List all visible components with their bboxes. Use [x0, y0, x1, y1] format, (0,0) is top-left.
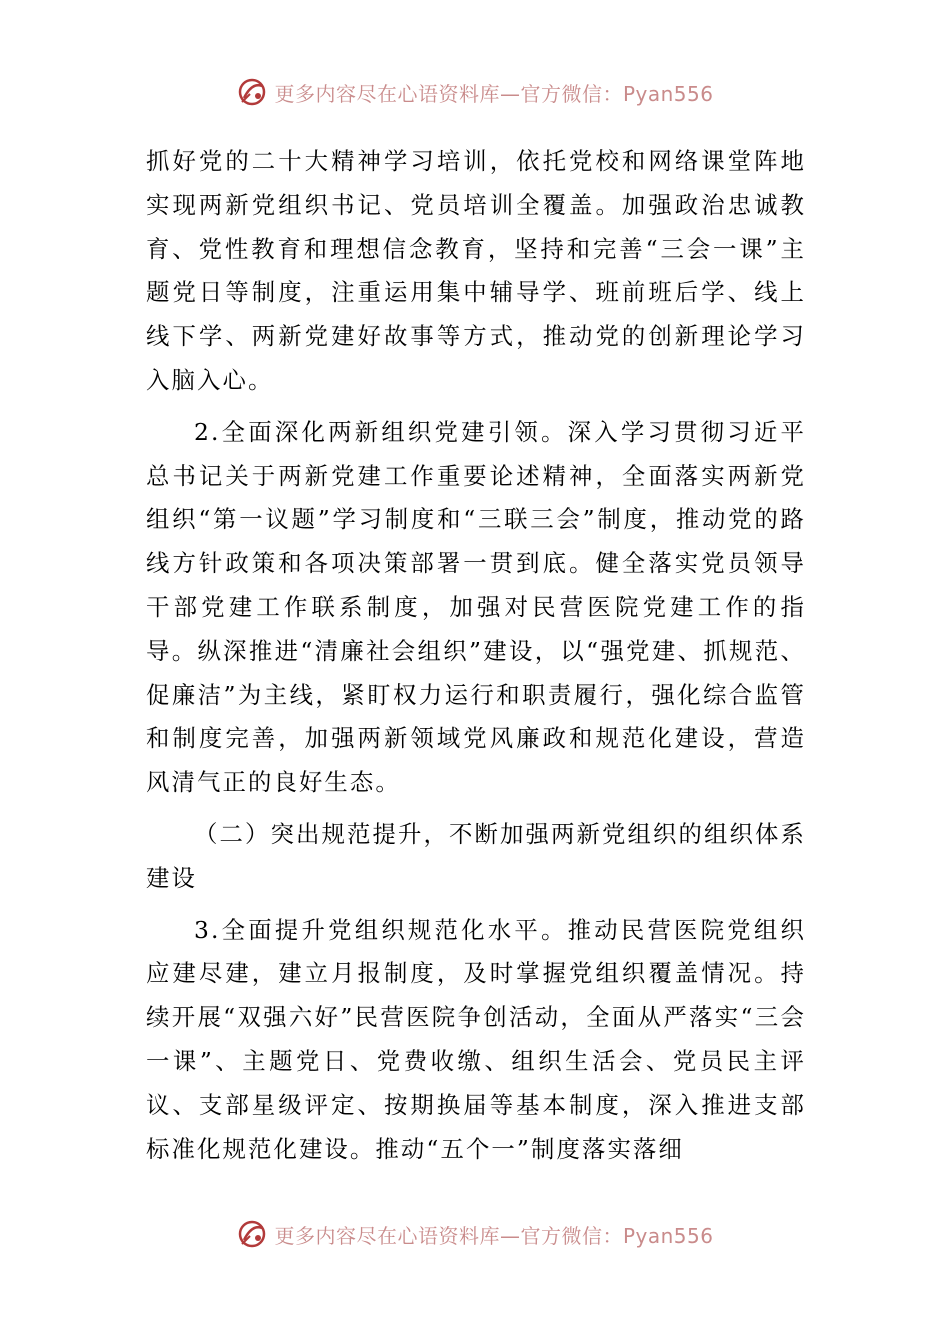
footer-banner-text: 更多内容尽在心语资料库—官方微信：Pyan556 [274, 1223, 714, 1248]
paragraph: 2.全面深化两新组织党建引领。深入学习贯彻习近平总书记关于两新党建工作重要论述精神，全面落实两新党组织“第一议题”学习制度和“三联三会”制度，推动党的路线方针政策和各项决策部署一贯到底。健全落实党员领导干部党建工作联系制度，加强对民营医院党建工作的指导。纵深推进“清廉社会组织”建设，以“强党建、抓规范、促廉洁”为主线，紧盯权力运行和职责履行，强化综合监管和制度完善，加强两新领域党风廉政和规范化建设，营造风清气正的良好生态。 [146, 417, 806, 797]
logo-icon [236, 76, 268, 108]
document-body [146, 140, 806, 1171]
header-banner-text: 更多内容尽在心语资料库—官方微信：Pyan556 [274, 81, 714, 106]
logo-icon [236, 1218, 268, 1250]
footer-banner [0, 1214, 950, 1254]
section-heading: （二）突出规范提升，不断加强两新党组织的组织体系建设 [146, 819, 806, 892]
paragraph: 3.全面提升党组织规范化水平。推动民营医院党组织应建尽建，建立月报制度，及时掌握党组织覆盖情况。持续开展“双强六好”民营医院争创活动，全面从严落实“三会一课”、主题党日、党费收缴、组织生活会、党员民主评议、支部星级评定、按期换届等基本制度，深入推进支部标准化规范化建设。推动“五个一”制度落实落细 [146, 915, 806, 1163]
paragraph: 抓好党的二十大精神学习培训，依托党校和网络课堂阵地实现两新党组织书记、党员培训全覆盖。加强政治忠诚教育、党性教育和理想信念教育，坚持和完善“三会一课”主题党日等制度，注重运用集中辅导学、班前班后学、线上线下学、两新党建好故事等方式，推动党的创新理论学习入脑入心。 [146, 147, 806, 394]
header-banner [0, 72, 950, 112]
